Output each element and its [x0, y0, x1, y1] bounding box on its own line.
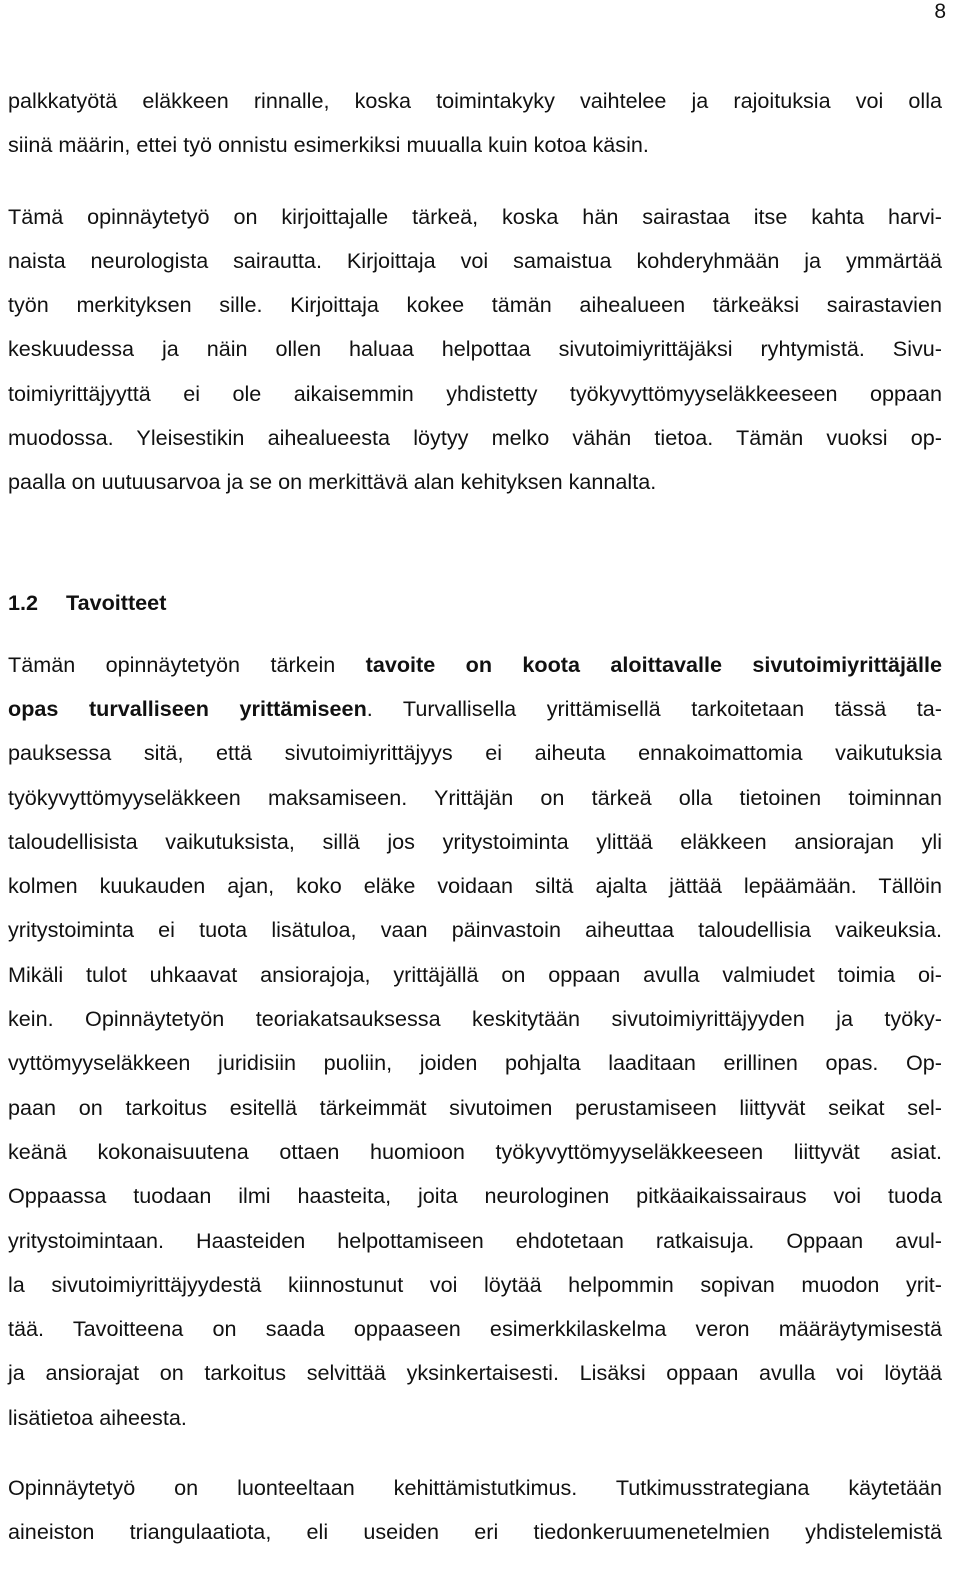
section-heading — [8, 581, 942, 625]
text-line: paalla on uutuusarvoa ja se on merkittävä alan kehityksen kannalta. — [8, 469, 657, 495]
text-line: paan on tarkoitus esitellä tärkeimmät sivutoimen perustamiseen liittyvät seikat sel- — [8, 1094, 942, 1120]
text-line: tää. Tavoitteena on saada oppaaseen esimerkkilaskelma veron määräytymisestä — [8, 1316, 942, 1342]
section-title: Tavoitteet — [66, 589, 167, 615]
text-line: aineiston triangulaatiota, eli useiden eri tiedonkeruumenetelmien yhdistelemistä — [8, 1519, 942, 1545]
text-line — [8, 643, 942, 687]
text-line: keskuudessa ja näin ollen haluaa helpottaa sivutoimiyrittäjäksi ryhtymistä. Sivu- — [8, 336, 942, 362]
text-line: keänä kokonaisuutena ottaen huomioon työkyvyttömyyseläkkeeseen liittyvät asiat. — [8, 1138, 942, 1164]
text-line: naista neurologista sairautta. Kirjoittaja voi samaistua kohderyhmään ja ymmärtää — [8, 247, 942, 273]
text-line: lisätietoa aiheesta. — [8, 1404, 187, 1430]
text-line: työn merkityksen sille. Kirjoittaja kokee tämän aihealueen tärkeäksi sairastavien — [8, 292, 942, 318]
section-number: 1.2 — [8, 589, 39, 615]
text-line: ja ansiorajat on tarkoitus selvittää yksinkertaisesti. Lisäksi oppaan avulla voi löytää — [8, 1360, 942, 1386]
bold-text: tavoite on koota aloittavalle sivutoimiyrittäjälle — [365, 651, 943, 677]
text-line: taloudellisista vaikutuksista, sillä jos yritystoiminta ylittää eläkkeen ansiorajan yli — [8, 828, 942, 854]
page-number: 8 — [934, 0, 946, 23]
paragraph — [8, 195, 942, 505]
text-run: Tämän opinnäytetyön tärkein — [8, 651, 366, 677]
text-line: kein. Opinnäytetyön teoriakatsauksessa keskitytään sivutoimiyrittäjyyden ja työky- — [8, 1006, 942, 1032]
text-line: pauksessa sitä, että sivutoimiyrittäjyys ei aiheuta ennakoimattomia vaikutuksia — [8, 740, 942, 766]
text-line: Opinnäytetyö on luonteeltaan kehittämistutkimus. Tutkimusstrategiana käytetään — [8, 1475, 942, 1501]
text-line: vyttömyyseläkkeen juridisiin puoliin, joiden pohjalta laaditaan erillinen opas. Op- — [8, 1050, 942, 1076]
text-line: yritystoimintaan. Haasteiden helpottamiseen ehdotetaan ratkaisuja. Oppaan avul- — [8, 1227, 942, 1253]
paragraph — [8, 79, 942, 168]
paragraph — [8, 1466, 942, 1555]
paragraph — [8, 643, 942, 1440]
text-line: la sivutoimiyrittäjyydestä kiinnostunut voi löytää helpommin sopivan muodon yrit- — [8, 1271, 942, 1297]
text-line: kolmen kuukauden ajan, koko eläke voidaan siltä ajalta jättää lepäämään. Tällöin — [8, 873, 942, 899]
text-line: siinä määrin, ettei työ onnistu esimerkiksi muualla kuin kotoa käsin. — [8, 132, 649, 158]
text-line: palkkatyötä eläkkeen rinnalle, koska toimintakyky vaihtelee ja rajoituksia voi olla — [8, 88, 942, 113]
text-line: työkyvyttömyyseläkkeen maksamiseen. Yrittäjän on tärkeä olla tietoinen toiminnan — [8, 784, 942, 810]
text-line: toimiyrittäjyyttä ei ole aikaisemmin yhdistetty työkyvyttömyyseläkkeeseen oppaan — [8, 380, 942, 406]
text-line — [8, 687, 942, 731]
document-body — [8, 79, 942, 1555]
text-line: Tämä opinnäytetyö on kirjoittajalle tärkeä, koska hän sairastaa itse kahta harvi- — [8, 203, 942, 229]
text-line: Oppaassa tuodaan ilmi haasteita, joita neurologinen pitkäaikaissairaus voi tuoda — [8, 1183, 942, 1209]
text-line: yritystoiminta ei tuota lisätuloa, vaan päinvastoin aiheuttaa taloudellisia vaikeuksia. — [8, 917, 942, 943]
text-line: muodossa. Yleisestikin aihealueesta löytyy melko vähän tietoa. Tämän vuoksi op- — [8, 425, 942, 451]
text-line: Mikäli tulot uhkaavat ansiorajoja, yrittäjällä on oppaan avulla valmiudet toimia oi- — [8, 961, 942, 987]
bold-text: opas turvalliseen yrittämiseen — [8, 695, 367, 721]
text-run: . Turvallisella yrittämisellä tarkoitetaan tässä ta- — [366, 695, 943, 721]
